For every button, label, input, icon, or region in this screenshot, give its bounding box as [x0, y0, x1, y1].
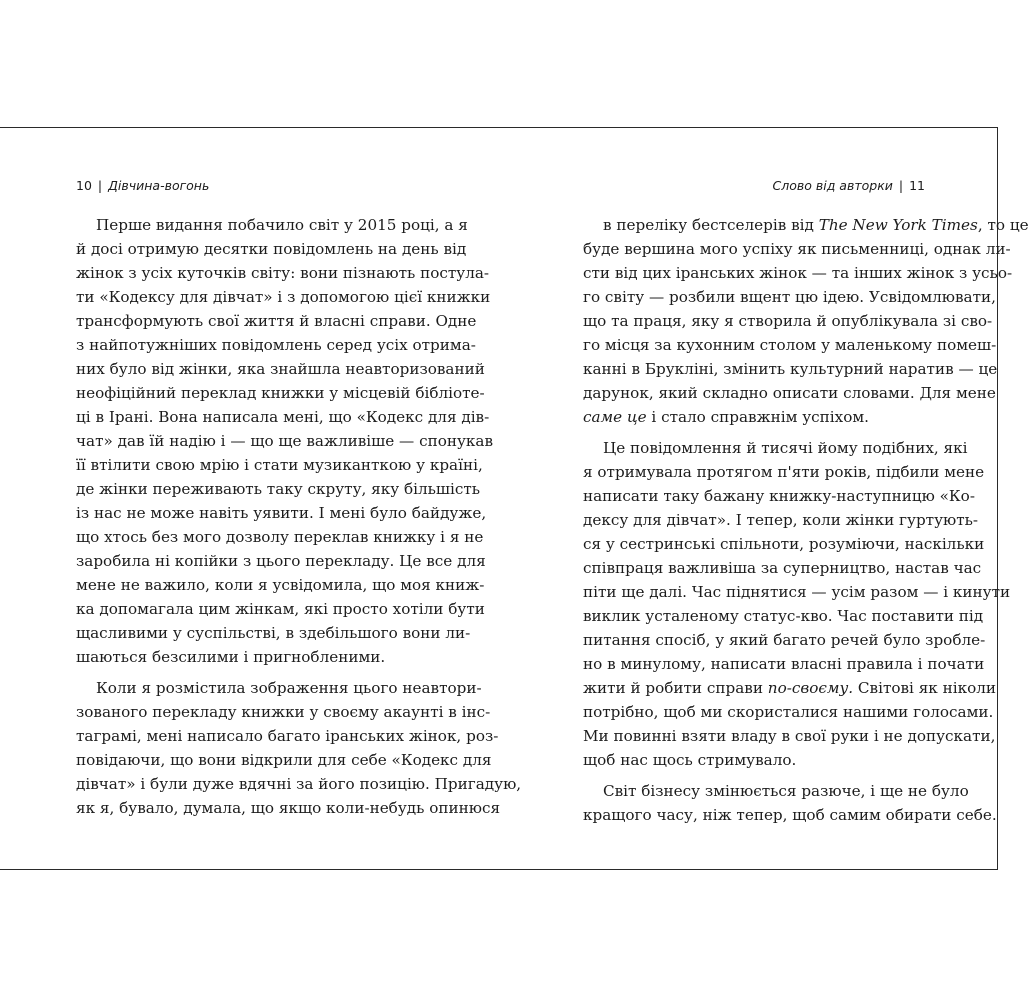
text-line: й досі отримую десятки повідомлень на день від — [76, 240, 467, 258]
text-line: канні в Брукліні, змінить культурний наратив — це — [583, 360, 998, 378]
text-line: трансформують свої життя й власні справи. Одне — [76, 312, 477, 330]
text-line: Перше видання побачило світ у 2015 році, а я — [96, 216, 468, 234]
text-line: них було від жінки, яка знайшла неавторизований — [76, 360, 485, 378]
text-line: де жінки переживають таку скруту, яку більшість — [76, 480, 481, 498]
text-line: мене не важило, коли я усвідомила, що моя книж- — [76, 576, 485, 594]
right-running-title: Слово від авторки — [772, 178, 893, 193]
text-line: ся у сестринські спільноти, розуміючи, наскільки — [583, 535, 985, 553]
left-running-header — [76, 178, 209, 193]
text-line: жінок з усіх куточків світу: вони пізнають постула- — [76, 264, 490, 282]
text-line: ці в Ірані. Вона написала мені, що «Кодекс для дів- — [76, 408, 490, 426]
text-line: дексу для дівчат». І тепер, коли жінки гуртують- — [583, 511, 979, 529]
text-line: в переліку бестселерів від The New York Times, то це — [603, 216, 1029, 234]
text-line: написати таку бажану книжку-наступницю «Ко- — [583, 487, 975, 505]
text-line: потрібно, щоб ми скористалися нашими голосами. — [583, 703, 994, 721]
text-line: з найпотужніших повідомлень серед усіх отрима- — [76, 336, 476, 354]
paragraph-gap — [583, 772, 929, 779]
text-line: питання спосіб, у який багато речей було зроблe- — [583, 631, 986, 649]
right-page-body — [583, 213, 1029, 827]
paragraph — [76, 213, 494, 669]
right-running-header — [773, 178, 926, 193]
text-line: Коли я розмістила зображення цього неавтори- — [96, 679, 482, 697]
text-line: повідаючи, що вони відкрили для себе «Кодекс для — [76, 751, 492, 769]
left-running-title: Дівчина-вогонь — [108, 178, 210, 193]
text-line: що хтось без мого дозволу переклав книжку і я не — [76, 528, 484, 546]
paragraph — [76, 676, 522, 820]
text-line: неофіційний переклад книжки у місцевій бібліоте- — [76, 384, 485, 402]
text-line: ти «Кодексу для дівчат» і з допомогою цієї книжки — [76, 288, 491, 306]
text-line: буде вершина мого успіху як письменниці, однак ли- — [583, 240, 1011, 258]
text-line: я отримувала протягом п'яти років, підбили мене — [583, 463, 985, 481]
text-line: співпраця важливіша за суперництво, настав час — [583, 559, 982, 577]
text-line: піти ще далі. Час піднятися — усім разом — і кинути — [583, 583, 1011, 601]
text-line: Ми повинні взяти владу в свої руки і не допускати, — [583, 727, 996, 745]
text-line: її втілити свою мрію і стати музиканткою у країні, — [76, 456, 483, 474]
paragraph-gap — [583, 429, 929, 436]
text-line: го світу — розбили вщент цю ідею. Усвідомлювати, — [583, 288, 996, 306]
paragraph — [583, 436, 1011, 772]
paragraph — [583, 213, 1029, 429]
paragraph — [583, 779, 997, 827]
text-line: кращого часу, ніж тепер, щоб самим обирати себе. — [583, 806, 997, 824]
book-spread — [0, 127, 1029, 870]
header-separator: | — [97, 178, 103, 193]
text-line: дівчат» і були дуже вдячні за його позицію. Пригадую, — [76, 775, 522, 793]
text-line: шаються безсилими і пригнобленими. — [76, 648, 386, 666]
text-line: що та праця, яку я створила й опублікувала зі сво- — [583, 312, 993, 330]
text-line: щоб нас щось стримувало. — [583, 751, 797, 769]
text-line: но в минулому, написати власні правила і почати — [583, 655, 985, 673]
text-line: саме це і стало справжнім успіхом. — [583, 408, 869, 426]
header-separator: | — [898, 178, 904, 193]
text-line: щасливими у суспільстві, в здебільшого вони ли- — [76, 624, 471, 642]
text-line: із нас не може навіть уявити. І мені було байдуже, — [76, 504, 487, 522]
text-line: ка допомагала цим жінкам, які просто хотіли бути — [76, 600, 485, 618]
text-line: зованого перекладу книжки у своєму акаунті в інс- — [76, 703, 491, 721]
text-line: чат» дав їй надію і — що ще важливіше — спонукав — [76, 432, 494, 450]
text-line: го місця за кухонним столом у маленькому помеш- — [583, 336, 997, 354]
text-line: Це повідомлення й тисячі йому подібних, які — [603, 439, 968, 457]
left-page-body — [76, 213, 522, 820]
paragraph-gap — [76, 669, 422, 676]
text-line: заробила ні копійки з цього перекладу. Це все для — [76, 552, 486, 570]
text-line: як я, бувало, думала, що якщо коли-небудь опинюся — [76, 799, 501, 817]
text-line: жити й робити справи по-своєму. Світові як ніколи — [583, 679, 997, 697]
text-line: дарунок, який складно описати словами. Для мене — [583, 384, 996, 402]
right-page-number: 11 — [909, 178, 925, 193]
text-line: таграмі, мені написало багато іранських жінок, роз- — [76, 727, 499, 745]
text-line: Світ бізнесу змінюється разюче, і ще не було — [603, 782, 969, 800]
text-line: виклик усталеному статус-кво. Час поставити під — [583, 607, 984, 625]
text-line: сти від цих іранських жінок — та інших жінок з усьо- — [583, 264, 1013, 282]
left-page-number: 10 — [76, 178, 92, 193]
